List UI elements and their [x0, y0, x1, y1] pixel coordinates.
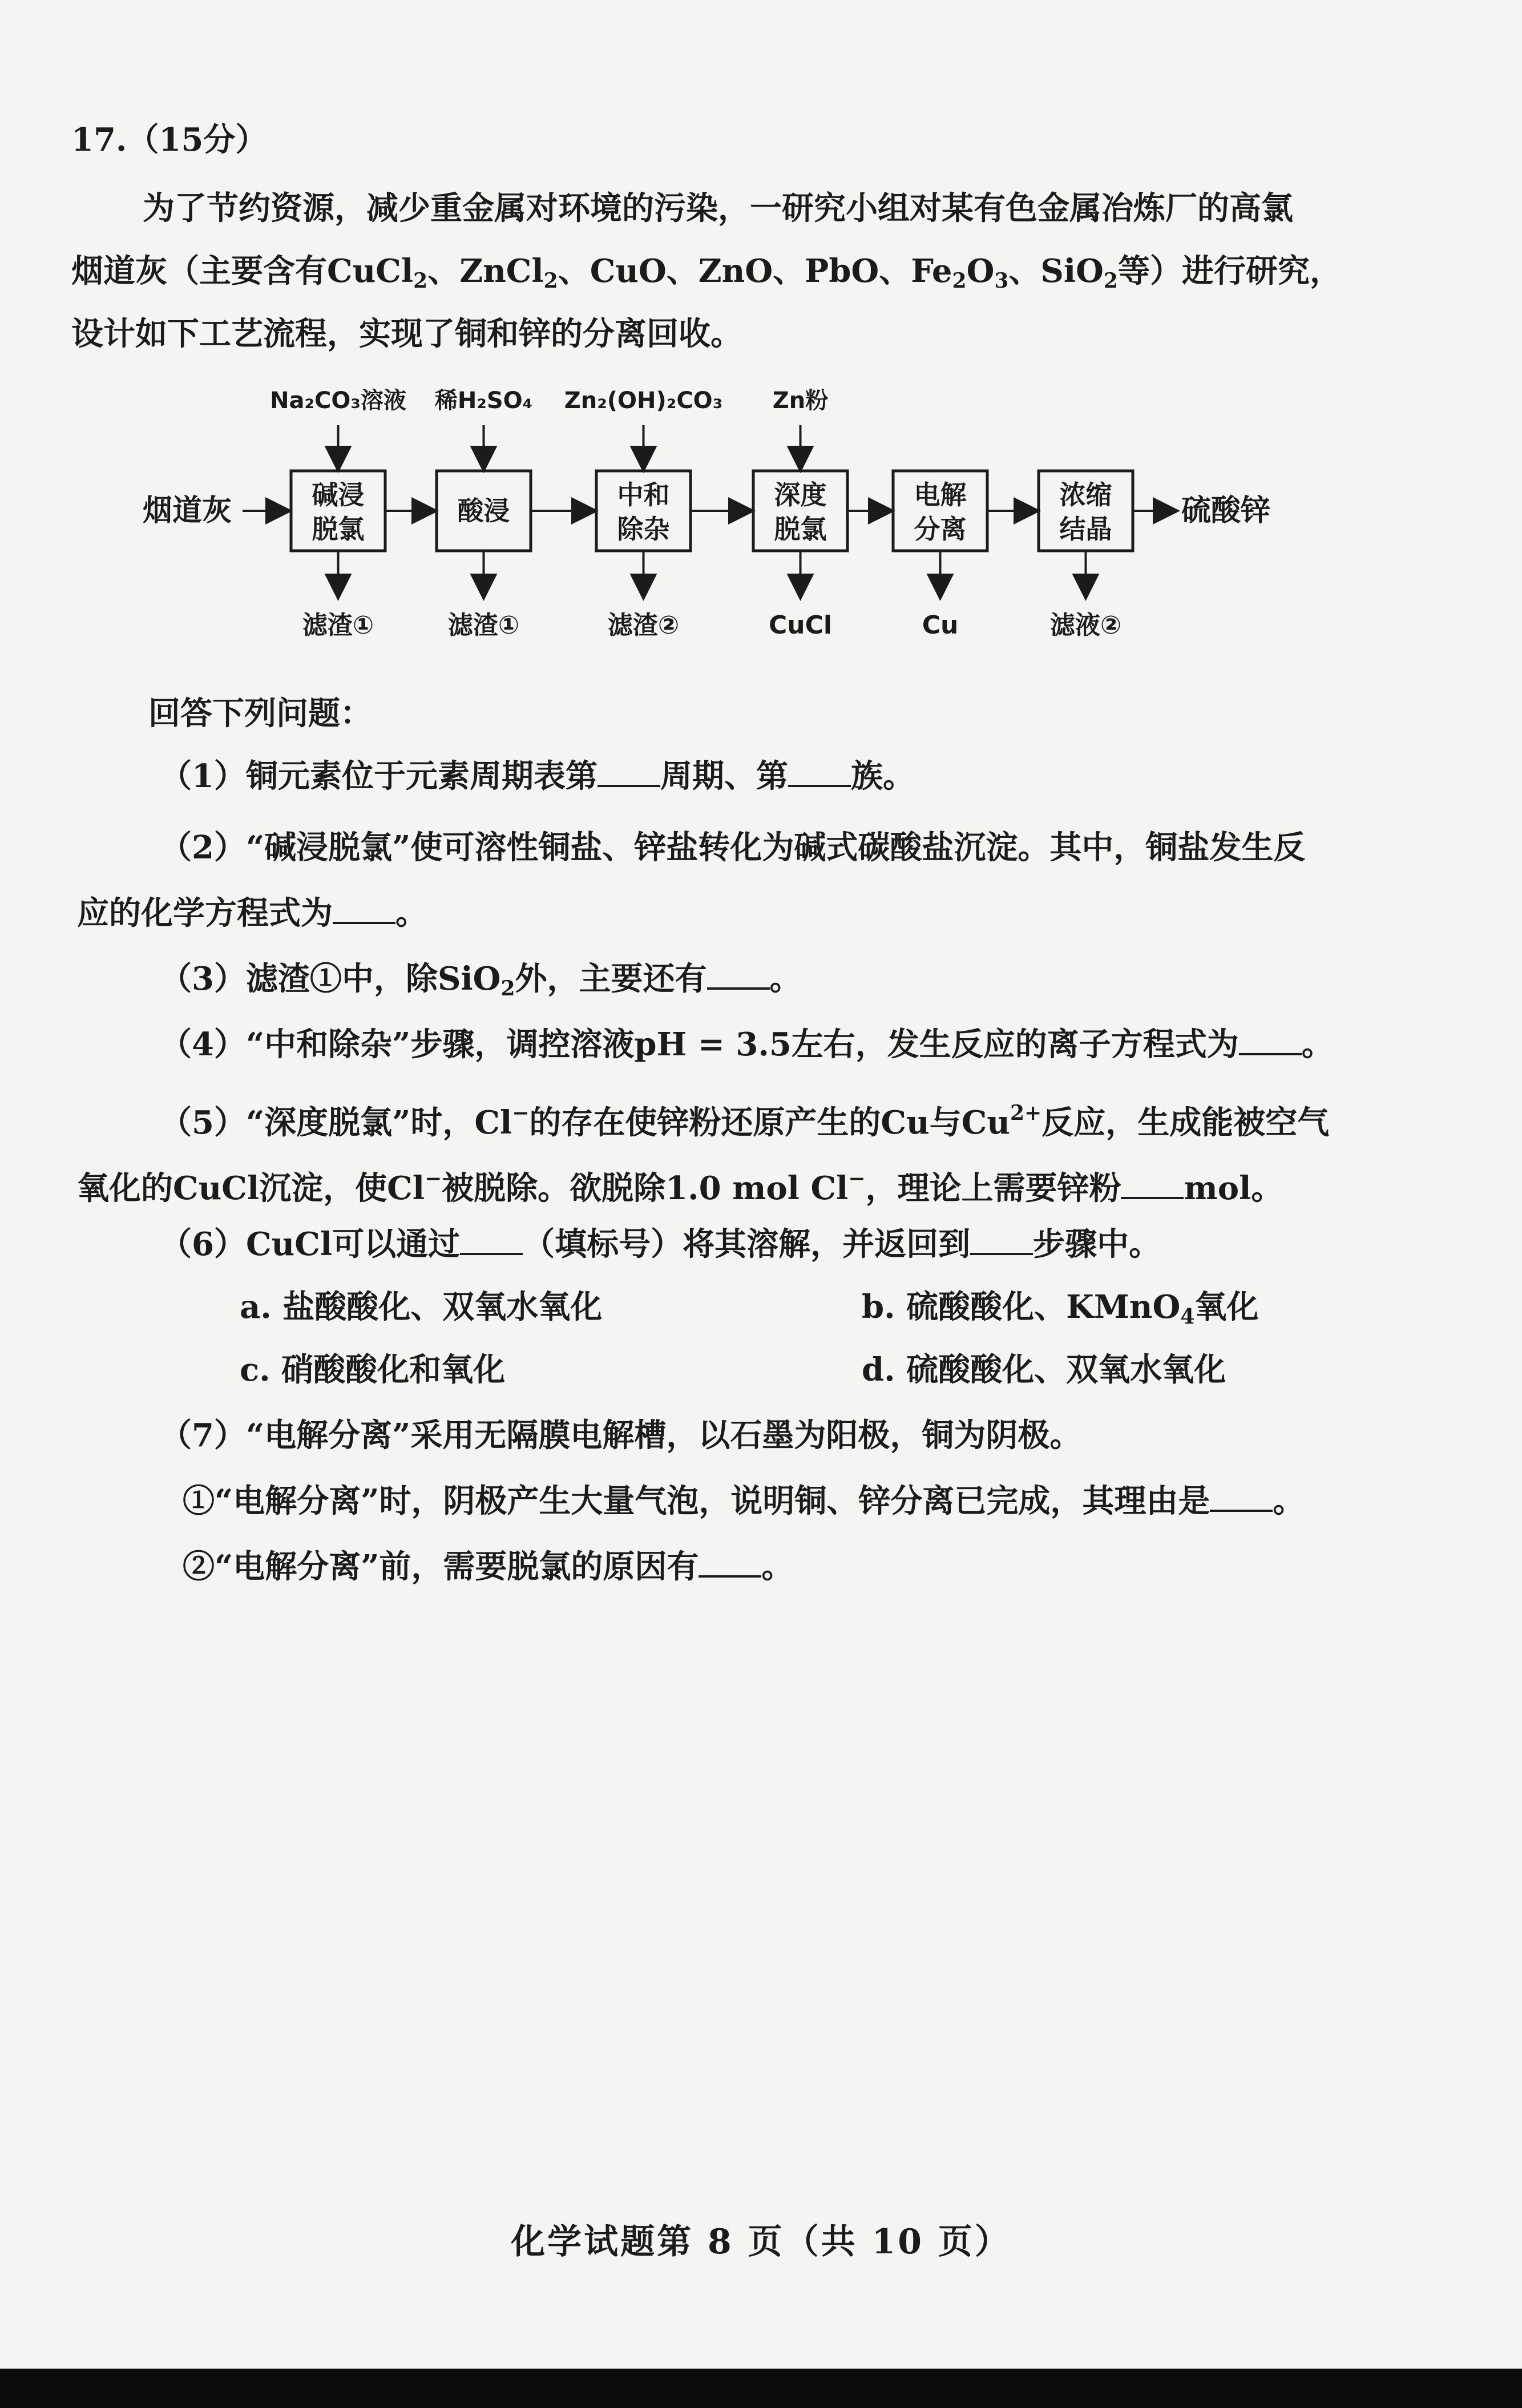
flow-step-3: [564, 388, 751, 640]
intro-line-1: 为了节约资源，减少重金属对环境的污染，一研究小组对某有色金属冶炼厂的高氯: [143, 189, 1293, 227]
subscript: 2: [952, 269, 967, 293]
flow-output-label: Cu: [922, 611, 959, 640]
q7-part-2: [183, 1544, 1522, 1590]
answer-blank[interactable]: [970, 1224, 1033, 1255]
answer-blank[interactable]: [1121, 1168, 1184, 1199]
flow-output-label: 滤渣②: [607, 611, 680, 640]
flow-step-label: 结晶: [1059, 514, 1112, 544]
q7-part-1: [183, 1478, 1522, 1524]
intro-text: O: [966, 252, 995, 290]
flow-step-label: 深度: [774, 479, 827, 510]
option-c: c. 硝酸酸化和氧化: [240, 1351, 506, 1389]
superscript: −: [424, 1167, 442, 1191]
answer-blank[interactable]: [460, 1224, 523, 1255]
subscript: 4: [1180, 1305, 1195, 1329]
q1-text: （1）铜元素位于元素周期表第: [160, 757, 598, 795]
q5-line-2: [77, 1156, 1522, 1211]
page-footer: 化学试题第 8 页（共 10 页）: [511, 2222, 1011, 2262]
option-d: d. 硫酸酸化、双氧水氧化: [862, 1351, 1226, 1389]
q5-text: 被脱除。欲脱除1.0 mol Cl: [442, 1169, 849, 1207]
q3-text: 外，主要还有: [515, 960, 707, 998]
q6-text: 步骤中。: [1033, 1225, 1161, 1263]
flow-step-label: 脱氯: [312, 514, 365, 544]
intro-line-2: [71, 248, 1522, 304]
flow-step-label: 碱浸: [312, 479, 365, 510]
q5-line-1: [160, 1090, 1522, 1145]
q7-text: ②“电解分离”前，需要脱氯的原因有: [183, 1548, 699, 1586]
q2-line-2: [77, 890, 1522, 936]
flow-step-label: 脱氯: [774, 514, 827, 544]
flow-step-label: 分离: [914, 514, 967, 544]
process-flowchart: [0, 371, 1522, 668]
flow-step-6: [1039, 471, 1133, 640]
answer-blank[interactable]: [333, 893, 395, 924]
flow-step-label: 电解: [914, 479, 967, 510]
intro-text: 烟道灰（主要含有CuCl: [71, 252, 414, 290]
q6-text: （6）CuCl可以通过: [160, 1225, 461, 1263]
answer-blank[interactable]: [707, 959, 770, 990]
q5-text: 的存在使锌粉还原产生的Cu与Cu: [529, 1104, 1010, 1142]
q7-text: 。: [1273, 1482, 1305, 1520]
q1: [160, 753, 1522, 799]
flow-step-4: [753, 388, 891, 640]
answer-blank[interactable]: [1239, 1024, 1302, 1055]
flow-output-label: 滤液②: [1049, 611, 1122, 640]
flow-output-label: CuCl: [769, 611, 832, 640]
q5-text: ，理论上需要锌粉: [865, 1169, 1121, 1207]
flow-reagent-label: Zn粉: [772, 388, 829, 414]
q4-text: （4）“中和除杂”步骤，调控溶液pH = 3.5左右，发生反应的离子方程式为: [160, 1026, 1239, 1063]
answer-blank[interactable]: [1210, 1481, 1273, 1512]
flow-step-label: 中和: [617, 479, 670, 510]
q3-text: 。: [769, 960, 802, 998]
q7-text: 。: [761, 1548, 794, 1586]
q2-text: 。: [395, 894, 427, 932]
intro-text: 、ZnCl: [427, 252, 544, 290]
superscript: −: [848, 1167, 866, 1191]
q4: [160, 1022, 1522, 1067]
flow-reagent-label: Na₂CO₃溶液: [270, 388, 406, 414]
q6: [160, 1221, 1522, 1267]
q5-text: 氧化的CuCl沉淀，使Cl: [77, 1169, 425, 1207]
option-a: a. 盐酸酸化、双氧水氧化: [240, 1288, 603, 1326]
question-header: 17.（15分）: [71, 121, 268, 159]
intro-line-3: 设计如下工艺流程，实现了铜和锌的分离回收。: [71, 315, 742, 353]
q3: [160, 956, 1522, 1011]
q3-text: （3）滤渣①中，除SiO: [160, 960, 501, 998]
answer-blank[interactable]: [699, 1547, 761, 1578]
flow-reagent-label: 稀H₂SO₄: [434, 388, 533, 414]
q5-text: 反应，生成能被空气: [1041, 1104, 1330, 1142]
q5-text: mol。: [1184, 1169, 1283, 1207]
option-b-text: 氧化: [1194, 1288, 1259, 1326]
q6-text: （填标号）将其溶解，并返回到: [523, 1225, 971, 1263]
q1-text: 周期、第: [660, 757, 788, 795]
subscript: 3: [994, 269, 1009, 293]
flow-step-label: 酸浸: [457, 495, 510, 526]
flow-start-label: 烟道灰: [143, 494, 232, 528]
option-b: [862, 1284, 1258, 1340]
subscript: 2: [413, 269, 428, 293]
superscript: −: [512, 1101, 530, 1125]
subscript: 2: [500, 977, 515, 1001]
q5-text: （5）“深度脱氯”时，Cl: [160, 1104, 512, 1142]
q4-text: 。: [1301, 1026, 1334, 1063]
answer-blank[interactable]: [598, 756, 660, 787]
q7: （7）“电解分离”采用无隔膜电解槽，以石墨为阳极，铜为阴极。: [160, 1417, 1082, 1454]
q2-line-1: （2）“碱浸脱氯”使可溶性铜盐、锌盐转化为碱式碳酸盐沉淀。其中，铜盐发生反: [160, 829, 1306, 866]
q2-text: 应的化学方程式为: [77, 894, 333, 932]
flow-reagent-label: Zn₂(OH)₂CO₃: [564, 388, 723, 414]
intro-text: 、SiO: [1008, 252, 1104, 290]
flow-end-label: 硫酸锌: [1181, 494, 1271, 528]
q1-text: 族。: [850, 757, 915, 795]
intro-text: 等）进行研究，: [1117, 252, 1342, 290]
bottom-bar: [0, 2369, 1522, 2408]
flow-step-label: 浓缩: [1059, 479, 1112, 510]
flow-output-label: 滤渣①: [302, 611, 374, 640]
subscript: 2: [543, 269, 558, 293]
answer-prompt: 回答下列问题：: [148, 695, 372, 732]
flow-step-label: 除杂: [617, 514, 670, 544]
flow-step-5: [893, 471, 1036, 640]
q7-text: ①“电解分离”时，阴极产生大量气泡，说明铜、锌分离已完成，其理由是: [183, 1482, 1210, 1520]
superscript: 2+: [1010, 1101, 1042, 1125]
option-b-text: b. 硫酸酸化、KMnO: [862, 1288, 1181, 1326]
subscript: 2: [1103, 269, 1118, 293]
flow-step-1: [270, 388, 434, 640]
flow-output-label: 滤渣①: [447, 611, 520, 640]
answer-blank[interactable]: [788, 756, 851, 787]
intro-text: 、CuO、ZnO、PbO、Fe: [558, 252, 952, 290]
flow-step-2: [434, 388, 594, 640]
